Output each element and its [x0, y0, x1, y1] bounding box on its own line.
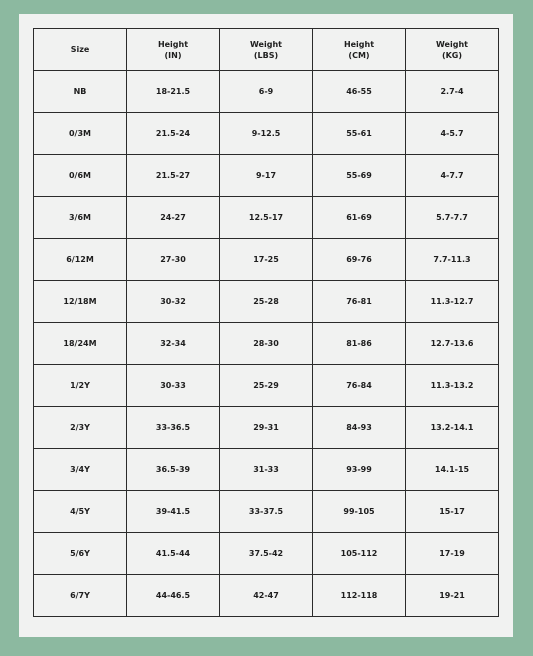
table-row [34, 533, 499, 575]
cell-height-cm: 81-86 [313, 323, 406, 365]
cell-height-cm: 46-55 [313, 71, 406, 113]
cell-height-cm: 112-118 [313, 575, 406, 617]
cell-weight-kg: 15-17 [406, 491, 499, 533]
column-header-line1: Height [343, 39, 375, 49]
column-header-line1: Weight [436, 39, 468, 49]
cell-height-in: 36.5-39 [127, 449, 220, 491]
table-row [34, 239, 499, 281]
cell-weight-lbs: 9-12.5 [220, 113, 313, 155]
cell-weight-lbs: 25-29 [220, 365, 313, 407]
column-header-line2: (KG) [441, 50, 463, 60]
cell-weight-kg: 13.2-14.1 [406, 407, 499, 449]
size-chart-sheet [19, 14, 513, 637]
cell-size: 5/6Y [34, 533, 127, 575]
cell-height-cm: 84-93 [313, 407, 406, 449]
column-header-line1: Height [157, 39, 189, 49]
cell-size: 6/7Y [34, 575, 127, 617]
cell-size: 18/24M [34, 323, 127, 365]
table-header-row [34, 29, 499, 71]
cell-height-in: 24-27 [127, 197, 220, 239]
cell-weight-kg: 17-19 [406, 533, 499, 575]
cell-weight-kg: 14.1-15 [406, 449, 499, 491]
cell-weight-kg: 12.7-13.6 [406, 323, 499, 365]
column-header-size [34, 29, 127, 71]
cell-height-cm: 105-112 [313, 533, 406, 575]
cell-height-cm: 93-99 [313, 449, 406, 491]
table-row [34, 281, 499, 323]
cell-size: 3/6M [34, 197, 127, 239]
column-header-height-in [127, 29, 220, 71]
cell-height-cm: 76-81 [313, 281, 406, 323]
cell-height-in: 21.5-24 [127, 113, 220, 155]
cell-height-in: 44-46.5 [127, 575, 220, 617]
table-row [34, 407, 499, 449]
table-row [34, 155, 499, 197]
cell-weight-lbs: 17-25 [220, 239, 313, 281]
column-header-line1: Size [70, 45, 90, 54]
cell-height-in: 33-36.5 [127, 407, 220, 449]
size-chart-table [33, 28, 499, 617]
cell-height-in: 32-34 [127, 323, 220, 365]
cell-height-cm: 55-69 [313, 155, 406, 197]
cell-height-in: 21.5-27 [127, 155, 220, 197]
table-row [34, 575, 499, 617]
cell-height-cm: 76-84 [313, 365, 406, 407]
cell-height-in: 41.5-44 [127, 533, 220, 575]
cell-weight-lbs: 25-28 [220, 281, 313, 323]
table-row [34, 113, 499, 155]
cell-size: 0/3M [34, 113, 127, 155]
column-header-line1: Weight [250, 39, 282, 49]
cell-weight-lbs: 12.5-17 [220, 197, 313, 239]
cell-weight-kg: 4-7.7 [406, 155, 499, 197]
cell-size: 0/6M [34, 155, 127, 197]
cell-weight-lbs: 9-17 [220, 155, 313, 197]
cell-weight-kg: 7.7-11.3 [406, 239, 499, 281]
cell-size: 1/2Y [34, 365, 127, 407]
cell-weight-lbs: 6-9 [220, 71, 313, 113]
cell-height-cm: 99-105 [313, 491, 406, 533]
cell-height-in: 30-33 [127, 365, 220, 407]
cell-weight-lbs: 31-33 [220, 449, 313, 491]
cell-weight-kg: 5.7-7.7 [406, 197, 499, 239]
table-row [34, 71, 499, 113]
cell-weight-lbs: 29-31 [220, 407, 313, 449]
cell-weight-lbs: 33-37.5 [220, 491, 313, 533]
column-header-weight-kg [406, 29, 499, 71]
cell-height-in: 18-21.5 [127, 71, 220, 113]
cell-size: NB [34, 71, 127, 113]
column-header-weight-lbs [220, 29, 313, 71]
table-row [34, 323, 499, 365]
cell-height-cm: 69-76 [313, 239, 406, 281]
cell-weight-lbs: 42-47 [220, 575, 313, 617]
cell-weight-kg: 19-21 [406, 575, 499, 617]
cell-weight-kg: 11.3-12.7 [406, 281, 499, 323]
cell-height-cm: 61-69 [313, 197, 406, 239]
cell-height-in: 30-32 [127, 281, 220, 323]
table-row [34, 449, 499, 491]
cell-weight-lbs: 28-30 [220, 323, 313, 365]
column-header-line2: (LBS) [253, 50, 279, 60]
cell-weight-kg: 4-5.7 [406, 113, 499, 155]
cell-weight-lbs: 37.5-42 [220, 533, 313, 575]
table-row [34, 197, 499, 239]
cell-size: 6/12M [34, 239, 127, 281]
column-header-height-cm [313, 29, 406, 71]
table-row [34, 491, 499, 533]
cell-size: 12/18M [34, 281, 127, 323]
cell-weight-kg: 11.3-13.2 [406, 365, 499, 407]
column-header-line2: (CM) [348, 50, 370, 60]
cell-height-in: 39-41.5 [127, 491, 220, 533]
column-header-line2: (IN) [164, 50, 182, 60]
cell-size: 3/4Y [34, 449, 127, 491]
cell-size: 2/3Y [34, 407, 127, 449]
cell-height-in: 27-30 [127, 239, 220, 281]
cell-weight-kg: 2.7-4 [406, 71, 499, 113]
table-row [34, 365, 499, 407]
cell-size: 4/5Y [34, 491, 127, 533]
cell-height-cm: 55-61 [313, 113, 406, 155]
